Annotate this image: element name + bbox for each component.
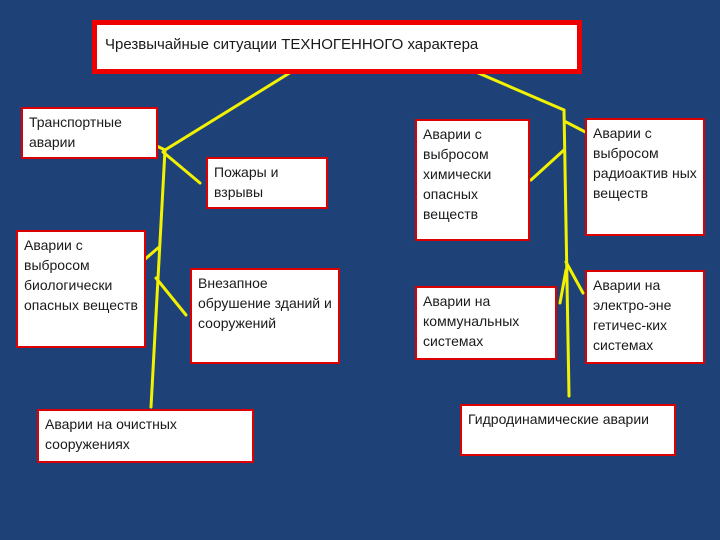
node-fires-explosions — [206, 157, 328, 209]
node-label: Транспортные аварии — [29, 114, 122, 150]
node-hydrodynamic — [460, 404, 676, 456]
node-label: Аварии с выбросом радиоактив ных веществ — [593, 125, 697, 201]
node-label: Аварии с выбросом биологически опасных веществ — [24, 237, 138, 313]
node-label: Аварии с выбросом химически опасных веществ — [423, 126, 492, 222]
node-label: Аварии на коммунальных системах — [423, 293, 520, 349]
node-transport-accidents — [21, 107, 158, 159]
node-label: Аварии на очистных сооружениях — [45, 416, 177, 452]
node-radioactive-release — [585, 118, 705, 236]
node-utility-systems — [415, 286, 557, 360]
connector-to-collapse — [156, 278, 186, 315]
connector-to-fires — [163, 152, 200, 183]
connector-root-to-left-trunk — [165, 69, 296, 150]
node-label: Пожары и взрывы — [214, 164, 279, 200]
node-label: Внезапное обрушение зданий и сооружений — [198, 275, 332, 331]
node-treatment-facilities — [37, 409, 254, 463]
root-node — [92, 20, 582, 74]
node-label: Аварии на электро-эне гетичес-ких системах — [593, 277, 672, 353]
root-label: Чрезвычайные ситуации ТЕХНОГЕННОГО характера — [105, 36, 479, 53]
connector-to-utility — [560, 270, 566, 303]
connector-right-trunk — [564, 110, 569, 396]
node-energy-systems — [585, 270, 705, 364]
node-building-collapse — [190, 268, 340, 364]
node-chemical-release — [415, 119, 530, 241]
node-biological-release — [16, 230, 146, 348]
node-label: Гидродинамические аварии — [468, 411, 649, 427]
connector-to-chemical — [531, 150, 564, 180]
